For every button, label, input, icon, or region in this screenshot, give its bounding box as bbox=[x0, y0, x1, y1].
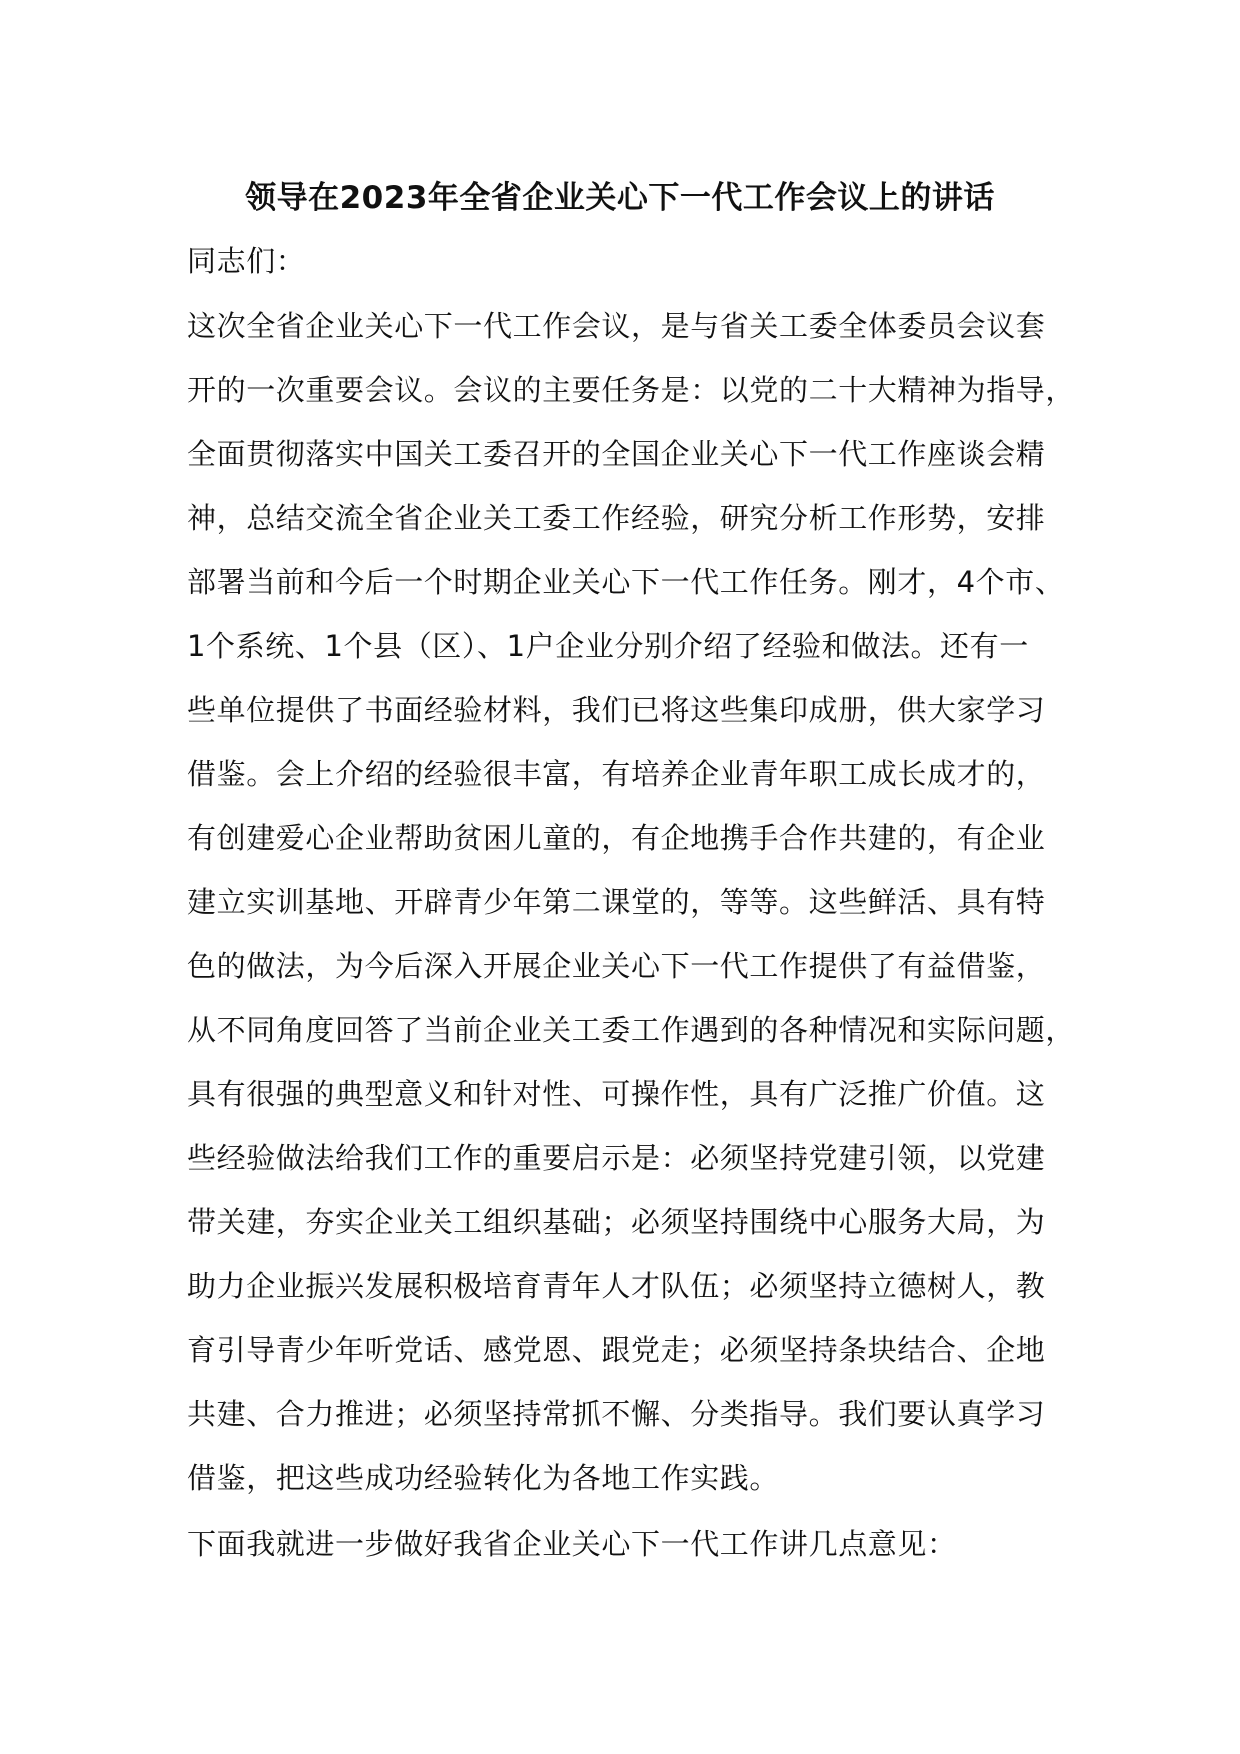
paragraph-line: 这次全省企业关心下一代工作会议，是与省关工委全体委员会议套 bbox=[187, 309, 1046, 343]
paragraph-line: 共建、合力推进；必须坚持常抓不懈、分类指导。我们要认真学习 bbox=[187, 1397, 1046, 1431]
paragraph-line: 具有很强的典型意义和针对性、可操作性，具有广泛推广价值。这 bbox=[187, 1077, 1046, 1111]
document-title: 领导在2023年全省企业关心下一代工作会议上的讲话 bbox=[245, 180, 995, 216]
salutation: 同志们： bbox=[187, 244, 306, 278]
paragraph-line: 育引导青少年听党话、感党恩、跟党走；必须坚持条块结合、企地 bbox=[187, 1333, 1046, 1367]
paragraph-line: 借鉴。会上介绍的经验很丰富，有培养企业青年职工成长成才的， bbox=[187, 757, 1046, 791]
paragraph-line: 些经验做法给我们工作的重要启示是：必须坚持党建引领，以党建 bbox=[187, 1141, 1046, 1175]
paragraph-line: 色的做法，为今后深入开展企业关心下一代工作提供了有益借鉴， bbox=[187, 949, 1046, 983]
paragraph-line: 借鉴，把这些成功经验转化为各地工作实践。 bbox=[187, 1461, 780, 1495]
paragraph-line: 有创建爱心企业帮助贫困儿童的，有企地携手合作共建的，有企业 bbox=[187, 821, 1046, 855]
paragraph-line: 全面贯彻落实中国关工委召开的全国企业关心下一代工作座谈会精 bbox=[187, 437, 1046, 471]
paragraph-line: 部署当前和今后一个时期企业关心下一代工作任务。刚才，4个市、 bbox=[187, 565, 1065, 599]
paragraph-line: 些单位提供了书面经验材料，我们已将这些集印成册，供大家学习 bbox=[187, 693, 1046, 727]
paragraph-line: 从不同角度回答了当前企业关工委工作遇到的各种情况和实际问题， bbox=[187, 1013, 1076, 1047]
paragraph-line: 神，总结交流全省企业关工委工作经验，研究分析工作形势，安排 bbox=[187, 501, 1046, 535]
paragraph-line: 1个系统、1个县（区）、1户企业分别介绍了经验和做法。还有一 bbox=[187, 629, 1029, 663]
paragraph-intro-opinions: 下面我就进一步做好我省企业关心下一代工作讲几点意见： bbox=[187, 1527, 957, 1561]
paragraph-line: 开的一次重要会议。会议的主要任务是：以党的二十大精神为指导， bbox=[187, 373, 1076, 407]
paragraph-line: 带关建，夯实企业关工组织基础；必须坚持围绕中心服务大局，为 bbox=[187, 1205, 1046, 1239]
paragraph-line: 助力企业振兴发展积极培育青年人才队伍；必须坚持立德树人，教 bbox=[187, 1269, 1046, 1303]
paragraph-line: 建立实训基地、开辟青少年第二课堂的，等等。这些鲜活、具有特 bbox=[187, 885, 1046, 919]
